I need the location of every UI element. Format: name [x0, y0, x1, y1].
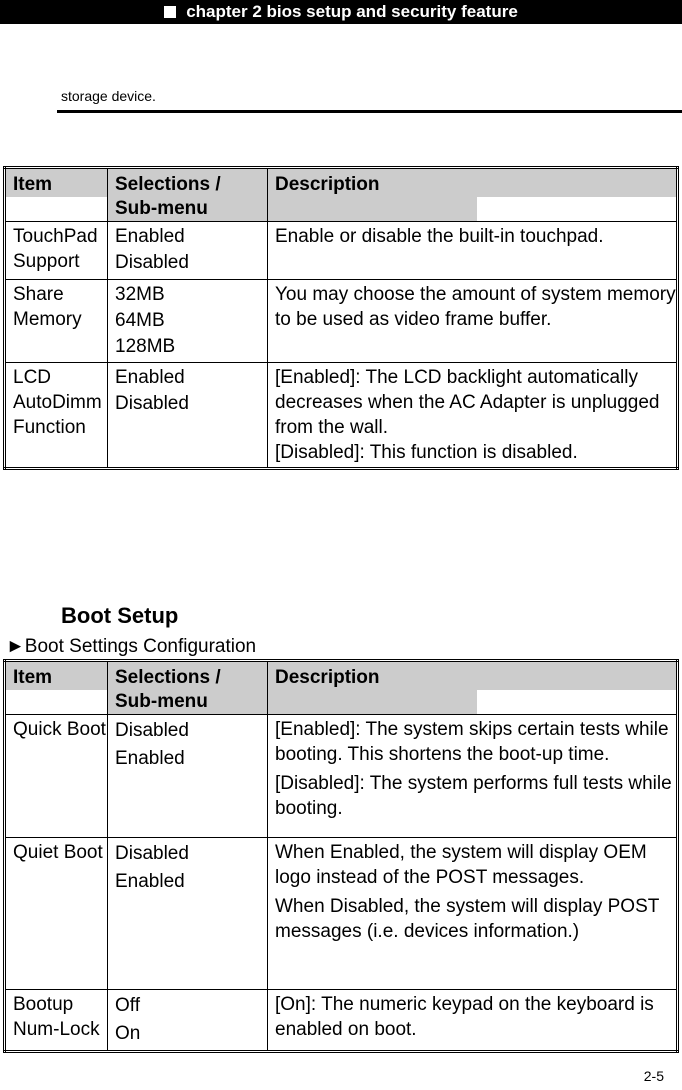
header-label: Item	[13, 174, 53, 195]
selection-option: Disabled	[115, 393, 189, 414]
selection-option: Enabled	[115, 748, 185, 769]
description-text: Enable or disable the built-in touchpad.	[275, 226, 604, 247]
section-title: Boot Setup	[61, 603, 179, 628]
description-text: [Enabled]: The system skips certain tests while booting. This shortens the boot-up time.	[275, 719, 669, 765]
header-cell	[268, 168, 678, 222]
table-row	[5, 363, 678, 469]
header-fill	[477, 690, 676, 714]
item-cell: Quiet Boot	[5, 838, 108, 990]
table-row	[5, 715, 678, 838]
selection-option: 32MB	[115, 284, 165, 305]
description-text: You may choose the amount of system memory to be used as video frame buffer.	[275, 284, 676, 330]
item-cell: TouchPad Support	[5, 222, 108, 280]
square-icon	[164, 6, 176, 18]
table-row	[5, 222, 678, 280]
selections-cell	[108, 363, 268, 469]
header-cell	[108, 661, 268, 715]
header-label: Description	[275, 667, 380, 688]
description-cell	[268, 222, 678, 280]
intro-text: storage device.	[61, 88, 156, 104]
selection-option: Enabled	[115, 226, 185, 247]
header-fill	[477, 197, 676, 221]
table-row	[5, 280, 678, 363]
description-cell	[268, 838, 678, 990]
description-cell	[268, 280, 678, 363]
description-text: When Disabled, the system will display POST messages (i.e. devices information.)	[275, 896, 660, 942]
selections-cell	[108, 990, 268, 1052]
divider	[57, 110, 682, 113]
selection-option: Disabled	[115, 252, 189, 273]
header-row	[5, 661, 678, 715]
header-label: Selections / Sub-menu	[115, 174, 221, 219]
header-fill	[6, 197, 107, 221]
header-cell	[5, 661, 108, 715]
description-text: When Enabled, the system will display OEM logo instead of the POST messages.	[275, 842, 647, 888]
selection-option: Off	[115, 995, 140, 1016]
selections-cell	[108, 280, 268, 363]
header-label: Selections / Sub-menu	[115, 667, 221, 712]
header-row	[5, 168, 678, 222]
chapter-header	[0, 0, 682, 24]
description-text: [Disabled]: This function is disabled.	[275, 442, 578, 463]
selection-option: Disabled	[115, 720, 189, 741]
chapter-title: chapter 2 bios setup and security feature	[186, 2, 518, 21]
description-cell	[268, 715, 678, 838]
item-cell: Bootup Num-Lock	[5, 990, 108, 1052]
selection-option: 64MB	[115, 310, 165, 331]
description-text: [On]: The numeric keypad on the keyboard is enabled on boot.	[275, 994, 654, 1040]
item-cell: Share Memory	[5, 280, 108, 363]
section-subtitle: ►Boot Settings Configuration	[6, 636, 257, 657]
item-cell: LCD AutoDimm Function	[5, 363, 108, 469]
table-row	[5, 990, 678, 1052]
header-label: Description	[275, 174, 380, 195]
selections-cell	[108, 715, 268, 838]
page-number: 2-5	[643, 1068, 664, 1084]
selection-option: Disabled	[115, 843, 189, 864]
item-cell: Quick Boot	[5, 715, 108, 838]
selection-option: 128MB	[115, 336, 176, 357]
header-label: Item	[13, 667, 53, 688]
description-cell	[268, 990, 678, 1052]
header-cell	[108, 168, 268, 222]
header-fill	[6, 690, 107, 714]
selections-cell	[108, 838, 268, 990]
description-text: [Disabled]: The system performs full tests while booting.	[275, 773, 672, 819]
description-text: [Enabled]: The LCD backlight automatically decreases when the AC Adapter is unplugged from the wall.	[275, 367, 660, 438]
header-cell	[268, 661, 678, 715]
selection-option: Enabled	[115, 871, 185, 892]
bios-table-boot	[3, 659, 679, 1053]
selections-cell	[108, 222, 268, 280]
header-cell	[5, 168, 108, 222]
table-row	[5, 838, 678, 990]
bios-table-power	[3, 166, 679, 470]
description-cell	[268, 363, 678, 469]
selection-option: On	[115, 1023, 141, 1044]
selection-option: Enabled	[115, 367, 185, 388]
